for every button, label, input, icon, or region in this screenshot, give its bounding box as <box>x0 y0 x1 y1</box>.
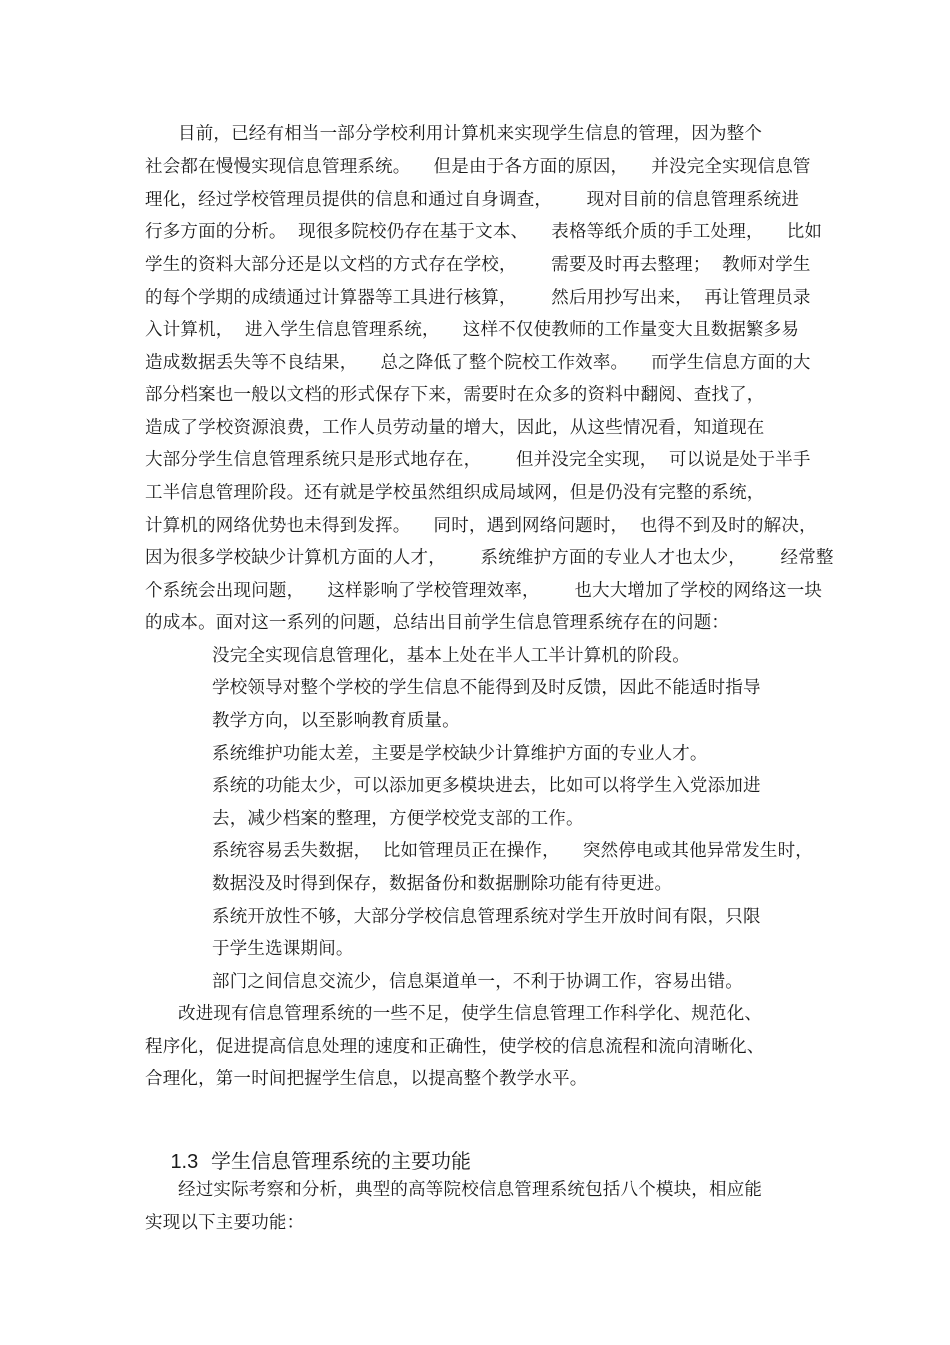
paragraph-line: 个系统会出现问题， 这样影响了学校管理效率， 也大大增加了学校的网络这一块 <box>145 581 823 601</box>
paragraph-line: 的每个学期的成绩通过计算器等工具进行核算， 然后用抄写出来， 再让管理员录 <box>145 288 811 308</box>
list-item: 部门之间信息交流少，信息渠道单一，不利于协调工作，容易出错。 <box>212 972 743 992</box>
list-item: 学校领导对整个学校的学生信息不能得到及时反馈，因此不能适时指导 <box>212 678 761 698</box>
paragraph-line: 合理化，第一时间把握学生信息，以提高整个教学水平。 <box>145 1069 588 1089</box>
paragraph-line: 理化，经过学校管理员提供的信息和通过自身调查， 现对目前的信息管理系统进 <box>145 190 800 210</box>
paragraph-line: 造成了学校资源浪费，工作人员劳动量的增大，因此，从这些情况看，知道现在 <box>145 418 765 438</box>
paragraph-line: 学生的资料大部分还是以文档的方式存在学校， 需要及时再去整理； 教师对学生 <box>145 255 811 275</box>
paragraph-line: 部分档案也一般以文档的形式保存下来，需要时在众多的资料中翻阅、查找了， <box>145 385 765 405</box>
paragraph-line: 计算机的网络优势也未得到发挥。 同时，遇到网络问题时， 也得不到及时的解决， <box>145 516 817 536</box>
paragraph-line: 造成数据丢失等不良结果， 总之降低了整个院校工作效率。 而学生信息方面的大 <box>145 353 811 373</box>
list-item: 系统容易丢失数据， 比如管理员正在操作， 突然停电或其他异常发生时， <box>212 841 813 861</box>
list-item: 系统开放性不够，大部分学校信息管理系统对学生开放时间有限，只限 <box>212 907 761 927</box>
section-number: 1.3 <box>170 1151 199 1173</box>
section-title: 学生信息管理系统的主要功能 <box>210 1149 471 1173</box>
paragraph-line: 工半信息管理阶段。还有就是学校虽然组织成局域网，但是仍没有完整的系统， <box>145 483 765 503</box>
paragraph-line: 大部分学生信息管理系统只是形式地存在， 但并没完全实现， 可以说是处于半手 <box>145 450 811 470</box>
paragraph-line: 目前，已经有相当一部分学校利用计算机来实现学生信息的管理，因为整个 <box>178 124 763 144</box>
paragraph-line: 程序化，促进提高信息处理的速度和正确性，使学校的信息流程和流向清晰化、 <box>145 1037 765 1057</box>
paragraph-line: 改进现有信息管理系统的一些不足，使学生信息管理工作科学化、规范化、 <box>178 1004 763 1024</box>
list-item: 去，减少档案的整理，方便学校党支部的工作。 <box>212 809 584 829</box>
paragraph-line: 行多方面的分析。 现很多院校仍存在基于文本、 表格等纸介质的手工处理， 比如 <box>145 222 823 242</box>
list-item: 没完全实现信息管理化，基本上处在半人工半计算机的阶段。 <box>212 646 690 666</box>
list-item: 系统的功能太少，可以添加更多模块进去，比如可以将学生入党添加进 <box>212 776 761 796</box>
paragraph-line: 的成本。面对这一系列的问题，总结出目前学生信息管理系统存在的问题： <box>145 613 730 633</box>
list-item: 于学生选课期间。 <box>212 939 354 959</box>
paragraph-line: 实现以下主要功能： <box>145 1213 305 1233</box>
paragraph-line: 经过实际考察和分析，典型的高等院校信息管理系统包括八个模块，相应能 <box>178 1180 763 1200</box>
list-item: 系统维护功能太差，主要是学校缺少计算维护方面的专业人才。 <box>212 744 708 764</box>
list-item: 数据没及时得到保存，数据备份和数据删除功能有待更进。 <box>212 874 673 894</box>
list-item: 教学方向，以至影响教育质量。 <box>212 711 460 731</box>
paragraph-line: 社会都在慢慢实现信息管理系统。 但是由于各方面的原因， 并没完全实现信息管 <box>145 157 811 177</box>
paragraph-line: 入计算机， 进入学生信息管理系统， 这样不仅使教师的工作量变大且数据繁多易 <box>145 320 800 340</box>
paragraph-line: 因为很多学校缺少计算机方面的人才， 系统维护方面的专业人才也太少， 经常整 <box>145 548 834 568</box>
